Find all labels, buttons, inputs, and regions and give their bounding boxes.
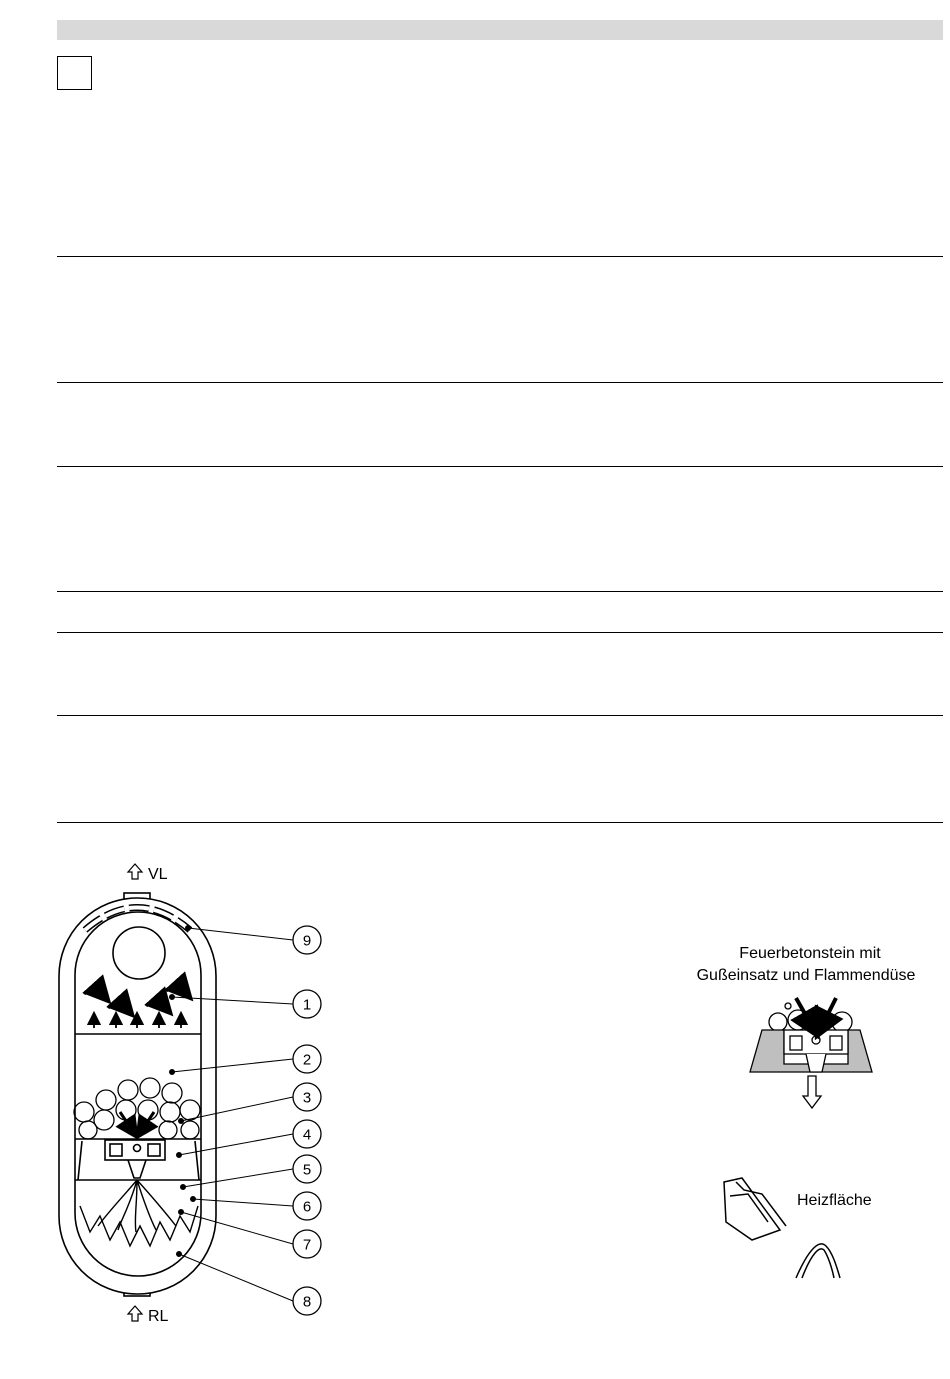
flow-label: VL: [148, 866, 168, 883]
svg-text:9: 9: [302, 932, 312, 950]
svg-text:7: 7: [302, 1236, 312, 1254]
svg-text:3: 3: [302, 1089, 312, 1107]
nozzle-caption-line2: Gußeinsatz und Flammendüse: [696, 967, 916, 984]
callout-3: [293, 1083, 321, 1111]
boiler-cross-section: [59, 893, 216, 1296]
heating-surface-label: Heizfläche: [797, 1192, 872, 1209]
svg-text:8: 8: [302, 1293, 312, 1311]
svg-text:6: 6: [302, 1198, 312, 1216]
nozzle-caption-line1: Feuerbetonstein mit: [739, 945, 881, 962]
return-arrow-icon: [128, 1306, 142, 1321]
svg-text:1: 1: [302, 996, 312, 1014]
callout-6: [293, 1192, 321, 1220]
svg-text:5: 5: [302, 1161, 312, 1179]
flow-arrow-icon: [128, 864, 142, 879]
callout-7: [293, 1230, 321, 1258]
callout-1: [293, 990, 321, 1018]
svg-text:4: 4: [302, 1126, 312, 1144]
callout-9: [293, 926, 321, 954]
return-label: RL: [148, 1308, 169, 1325]
callout-2: [293, 1045, 321, 1073]
callout-5: [293, 1155, 321, 1183]
nozzle-detail: [750, 998, 872, 1108]
callout-8: [293, 1287, 321, 1315]
callout-4: [293, 1120, 321, 1148]
svg-text:2: 2: [302, 1051, 312, 1069]
